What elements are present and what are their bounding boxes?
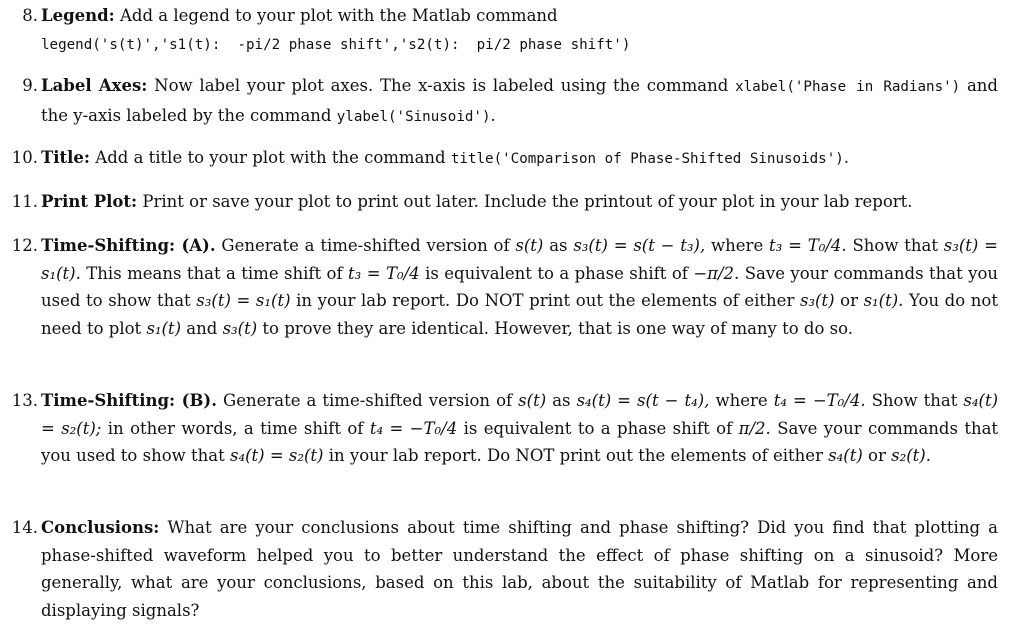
item-body (41, 2, 998, 59)
item-number: 9. (22, 76, 38, 95)
item-text: is equivalent to a phase shift of (425, 263, 688, 283)
item-text: in your lab report. Do NOT print out the elements of either (328, 446, 823, 466)
math-expression: s₄(t) = s(t − t₄), (576, 391, 710, 410)
math-expression: s₃(t) = s₁(t). (41, 236, 998, 283)
item-text: Add a title to your plot with the command (95, 148, 446, 167)
item-text: and the y-axis labeled by the command (41, 76, 998, 125)
math-expression: t₄ = −T₀/4 (369, 418, 458, 438)
item-number: 8. (22, 6, 38, 25)
item-text: Generate a time-shifted version of (223, 391, 513, 410)
item-text: to prove they are identical. However, that is one way of many to do so. (262, 318, 854, 338)
item-text: What are your conclusions about time shifting and phase shifting? Did you find that plotting a phase-shifted waveform helped you to better understand the effect of phase shifting on a sinusoid? More generally, what are your conclusions, based on this lab, about the suitability of Matlab for representing and displaying signals? (41, 518, 998, 620)
item-text: Save your commands that you used to show that (41, 263, 999, 311)
item-heading: Title: (41, 148, 91, 167)
item-body (41, 514, 998, 624)
code-snippet: title('Comparison of Phase-Shifted Sinusoids') (450, 151, 844, 167)
item-body (41, 72, 998, 131)
item-number: 14. (11, 518, 38, 537)
item-text: or (840, 291, 858, 311)
item-text: Show that (871, 391, 958, 410)
item-number: 12. (11, 236, 38, 255)
item-text: in other words, a time shift of (107, 418, 364, 438)
item-heading: Conclusions: (41, 518, 160, 537)
item-text: and (186, 318, 218, 338)
math-expression: s₄(t) (828, 446, 863, 466)
math-expression: t₃ = T₀/4 (348, 263, 420, 283)
math-expression: t₄ = −T₀/4. (773, 391, 866, 410)
item-text: or (868, 446, 886, 466)
item-text: as (552, 391, 571, 410)
item-text: Show that (852, 236, 938, 255)
math-expression: s₃(t) (222, 318, 258, 338)
item-text: Generate a time-shifted version of (221, 236, 510, 255)
item-body (41, 188, 998, 216)
item-heading: Time-Shifting: (A). (41, 236, 216, 255)
item-text: is equivalent to a phase shift of (463, 418, 733, 438)
math-expression: s₃(t) = s₁(t) (196, 291, 291, 311)
math-expression: π/2. (738, 418, 771, 438)
math-expression: s₄(t) = s₂(t); (41, 391, 999, 438)
math-expression: s₄(t) = s₂(t) (229, 446, 324, 466)
item-body (41, 387, 998, 470)
item-text: You do not need to plot (41, 291, 998, 338)
item-number: 11. (11, 192, 38, 211)
item-body (41, 232, 998, 342)
math-expression: −π/2. (693, 263, 740, 283)
math-expression: s(t) (515, 236, 544, 255)
math-expression: t₃ = T₀/4. (769, 236, 847, 255)
item-heading: Label Axes: (41, 76, 148, 95)
math-expression: s₁(t). (863, 291, 904, 311)
item-text: Now label your plot axes. The x-axis is labeled using the command (154, 76, 729, 95)
code-snippet: ylabel('Sinusoid') (336, 108, 491, 125)
math-expression: s₂(t). (891, 446, 931, 466)
item-text: . (843, 148, 850, 167)
item-body (41, 144, 998, 174)
item-text: Print or save your plot to print out later. Include the printout of your plot in your lab report. (142, 192, 913, 211)
item-text: where (715, 391, 768, 410)
code-snippet: legend('s(t)','s1(t): -pi/2 phase shift','s2(t): pi/2 phase shift') (41, 36, 631, 53)
math-expression: s₁(t) (146, 318, 182, 338)
math-expression: s₃(t) (799, 291, 835, 311)
code-snippet: xlabel('Phase in Radians') (735, 79, 961, 95)
item-text: . (490, 105, 496, 125)
math-expression: s(t) (518, 391, 547, 410)
item-text: as (549, 236, 568, 255)
item-heading: Time-Shifting: (B). (41, 391, 217, 410)
item-text: This means that a time shift of (86, 263, 343, 283)
item-text: in your lab report. Do NOT print out the elements of either (296, 291, 795, 311)
item-heading: Print Plot: (41, 192, 138, 211)
item-text: Save your commands that you used to show that (41, 418, 999, 466)
item-text: where (711, 236, 764, 255)
item-number: 10. (11, 148, 38, 167)
item-heading: Legend: (41, 6, 115, 25)
math-expression: s₃(t) = s(t − t₃), (573, 236, 706, 255)
item-text: Add a legend to your plot with the Matlab command (120, 6, 558, 25)
item-number: 13. (11, 391, 38, 410)
